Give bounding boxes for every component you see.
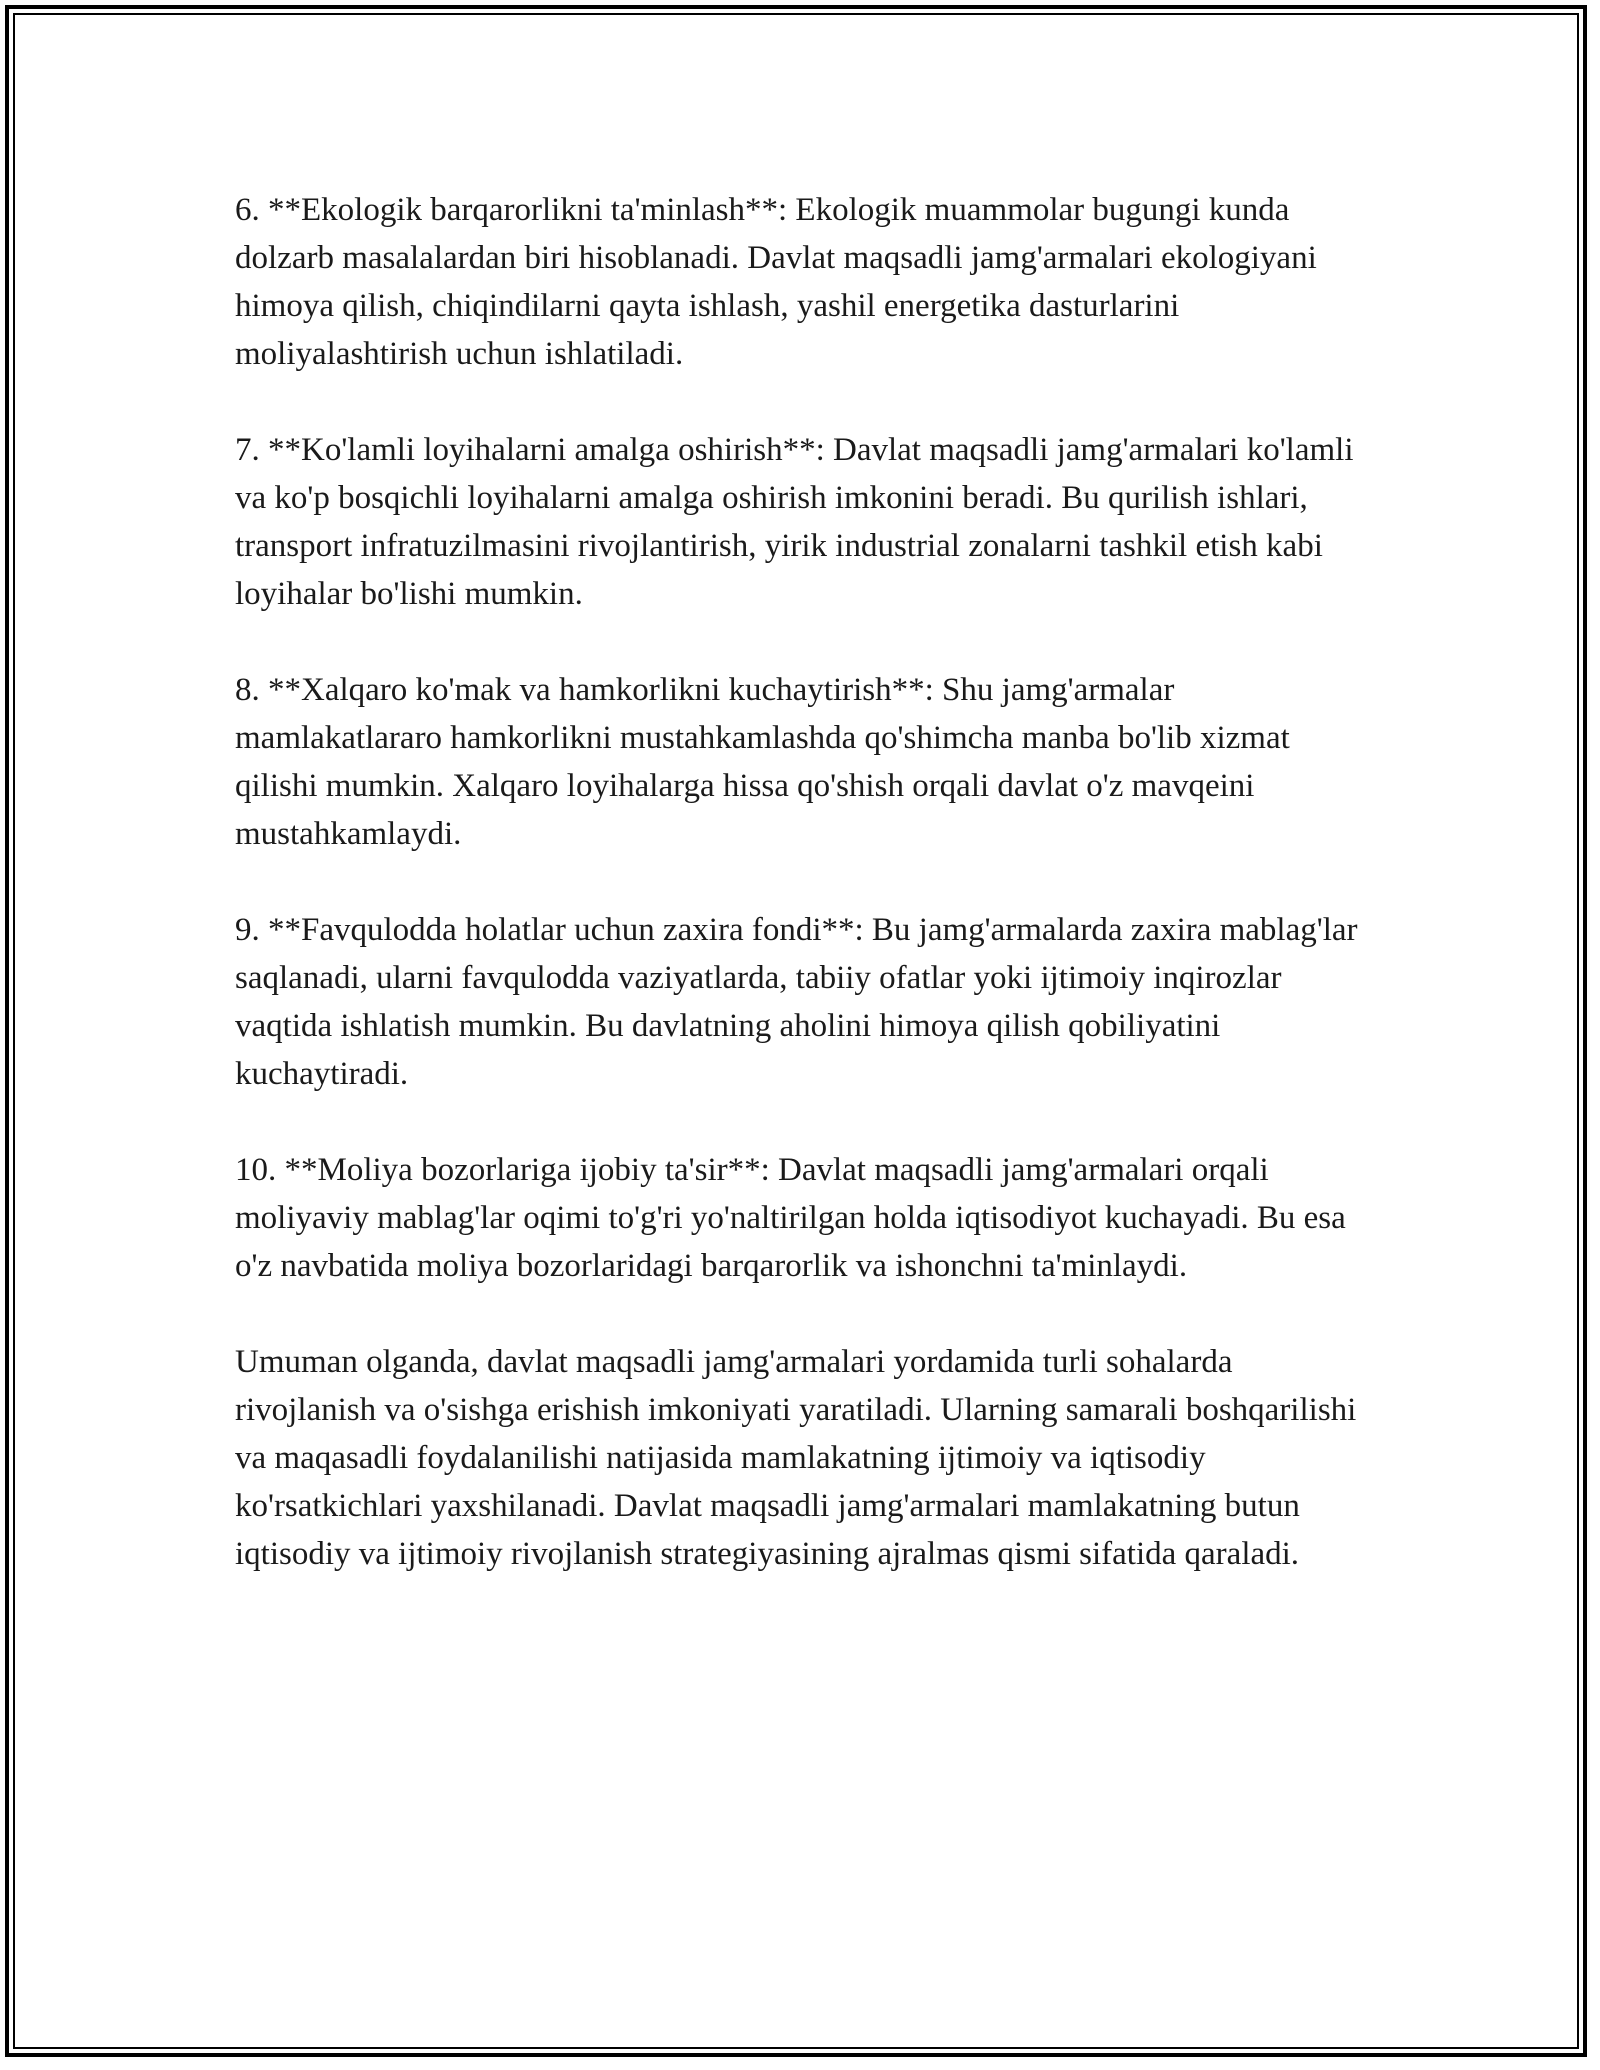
paragraph-item-7: 7. **Ko'lamli loyihalarni amalga oshirish**: Davlat maqsadli jamg'armalari ko'lamli va ko'p bosqichli loyihalarni amalga oshirish imkonini beradi. Bu qurilish ishlari, transport infratuzilmasini rivojlantirish, yirik industrial zonalarni tashkil etish kabi loyihalar bo'lishi mumkin. (235, 432, 1354, 612)
paragraph-item-8: 8. **Xalqaro ko'mak va hamkorlikni kuchaytirish**: Shu jamg'armalar mamlakatlararo hamkorlikni mustahkamlashda qo'shimcha manba bo'lib xizmat qilishi mumkin. Xalqaro loyihalarga hissa qo'shish orqali davlat o'z mavqeini mustahkamlaydi. (235, 672, 1290, 852)
paragraph-item-9: 9. **Favqulodda holatlar uchun zaxira fondi**: Bu jamg'armalarda zaxira mablag'lar saqlanadi, ularni favqulodda vaziyatlarda, tabiiy ofatlar yoki ijtimoiy inqirozlar vaqtida ishlatish mumkin. Bu davlatning aholini himoya qilish qobiliyatini kuchaytiradi. (235, 912, 1358, 1092)
paragraph-item-10: 10. **Moliya bozorlariga ijobiy ta'sir**: Davlat maqsadli jamg'armalari orqali moliyaviy mablag'lar oqimi to'g'ri yo'naltirilgan holda iqtisodiyot kuchayadi. Bu esa o'z navbatida moliya bozorlaridagi barqarorlik va ishonchni ta'minlaydi. (235, 1152, 1346, 1284)
paragraph-conclusion: Umuman olganda, davlat maqsadli jamg'armalari yordamida turli sohalarda rivojlanish va o'sishga erishish imkoniyati yaratiladi. Ularning samarali boshqarilishi va maqasadli foydalanilishi natijasida mamlakatning ijtimoiy va iqtisodiy ko'rsatkichlari yaxshilanadi. Davlat maqsadli jamg'armalari mamlakatning butun iqtisodiy va ijtimoiy rivojlanish strategiyasining ajralmas qismi sifatida qaraladi. (235, 1344, 1357, 1572)
document-body (235, 186, 1365, 1626)
paragraph-item-6: 6. **Ekologik barqarorlikni ta'minlash**: Ekologik muammolar bugungi kunda dolzarb masalalardan biri hisoblanadi. Davlat maqsadli jamg'armalari ekologiyani himoya qilish, chiqindilarni qayta ishlash, yashil energetika dasturlarini moliyalashtirish uchun ishlatiladi. (235, 192, 1317, 372)
